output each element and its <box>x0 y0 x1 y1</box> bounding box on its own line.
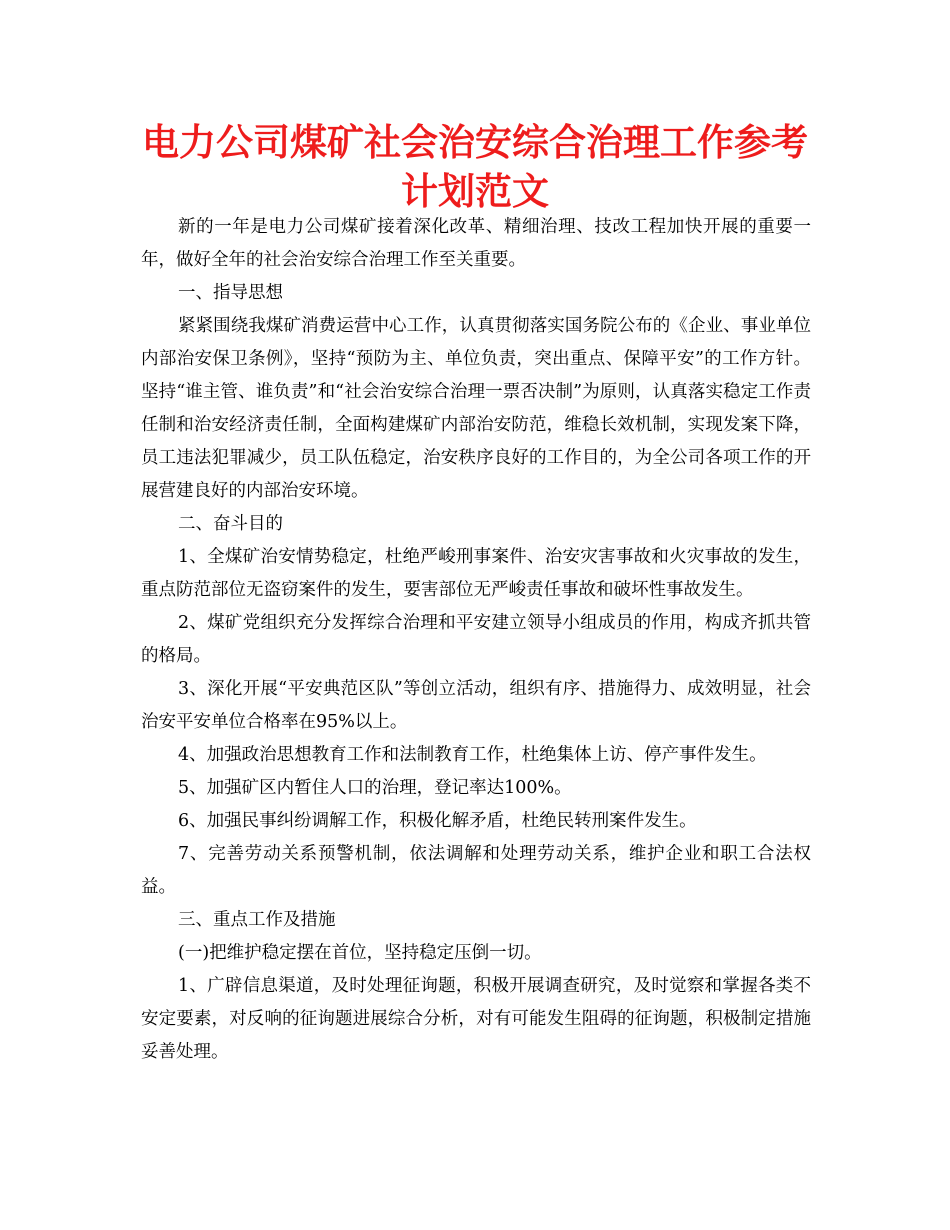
goal-item-2: 2、煤矿党组织充分发挥综合治理和平安建立领导小组成员的作用，构成齐抓共管的格局。 <box>141 613 811 666</box>
section-heading-guiding-ideology: 一、指导思想 <box>178 283 283 303</box>
goal-item-3: 3、深化开展“平安典范区队”等创立活动，组织有序、措施得力、成效明显，社会治安平安单位合格率在95%以上。 <box>141 679 811 732</box>
guiding-ideology-paragraph: 紧紧围绕我煤矿消费运营中心工作，认真贯彻落实国务院公布的《企业、事业单位内部治安保卫条例》，坚持“预防为主、单位负责，突出重点、保障平安”的工作方针。坚持“谁主管、谁负责”和“社会治安综合治理一票否决制”为原则，认真落实稳定工作责任制和治安经济责任制，全面构建煤矿内部治安防范，维稳长效机制，实现发案下降，员工违法犯罪减少，员工队伍稳定，治安秩序良好的工作目的，为全公司各项工作的开展营建良好的内部治安环境。 <box>141 316 811 501</box>
goal-item-4: 4、加强政治思想教育工作和法制教育工作，杜绝集体上访、停产事件发生。 <box>178 745 767 765</box>
section-heading-key-work: 三、重点工作及措施 <box>178 910 336 930</box>
goal-item-6: 6、加强民事纠纷调解工作，积极化解矛盾，杜绝民转刑案件发生。 <box>178 811 697 831</box>
measure-item-1: 1、广辟信息渠道，及时处理征询题，积极开展调查研究，及时觉察和掌握各类不安定要素，对反响的征询题进展综合分析，对有可能发生阻碍的征询题，积极制定措施妥善处理。 <box>141 976 811 1062</box>
intro-paragraph: 新的一年是电力公司煤矿接着深化改革、精细治理、技改工程加快开展的重要一年，做好全年的社会治安综合治理工作至关重要。 <box>141 217 811 270</box>
title-line-2: 计划范文 <box>401 170 549 213</box>
section-heading-goals: 二、奋斗目的 <box>178 514 283 534</box>
goal-item-1: 1、全煤矿治安情势稳定，杜绝严峻刑事案件、治安灾害事故和火灾事故的发生，重点防范部位无盗窃案件的发生，要害部位无严峻责任事故和破坏性事故发生。 <box>141 547 811 600</box>
title-line-1: 电力公司煤矿社会治安综合治理工作参考 <box>142 121 808 164</box>
subsection-heading-stability: (一)把维护稳定摆在首位，坚持稳定压倒一切。 <box>178 943 542 963</box>
document-body <box>141 211 811 1069</box>
document-title <box>120 118 830 216</box>
goal-item-7: 7、完善劳动关系预警机制，依法调解和处理劳动关系，维护企业和职工合法权益。 <box>141 844 811 897</box>
goal-item-5: 5、加强矿区内暂住人口的治理，登记率达100%。 <box>178 778 572 798</box>
